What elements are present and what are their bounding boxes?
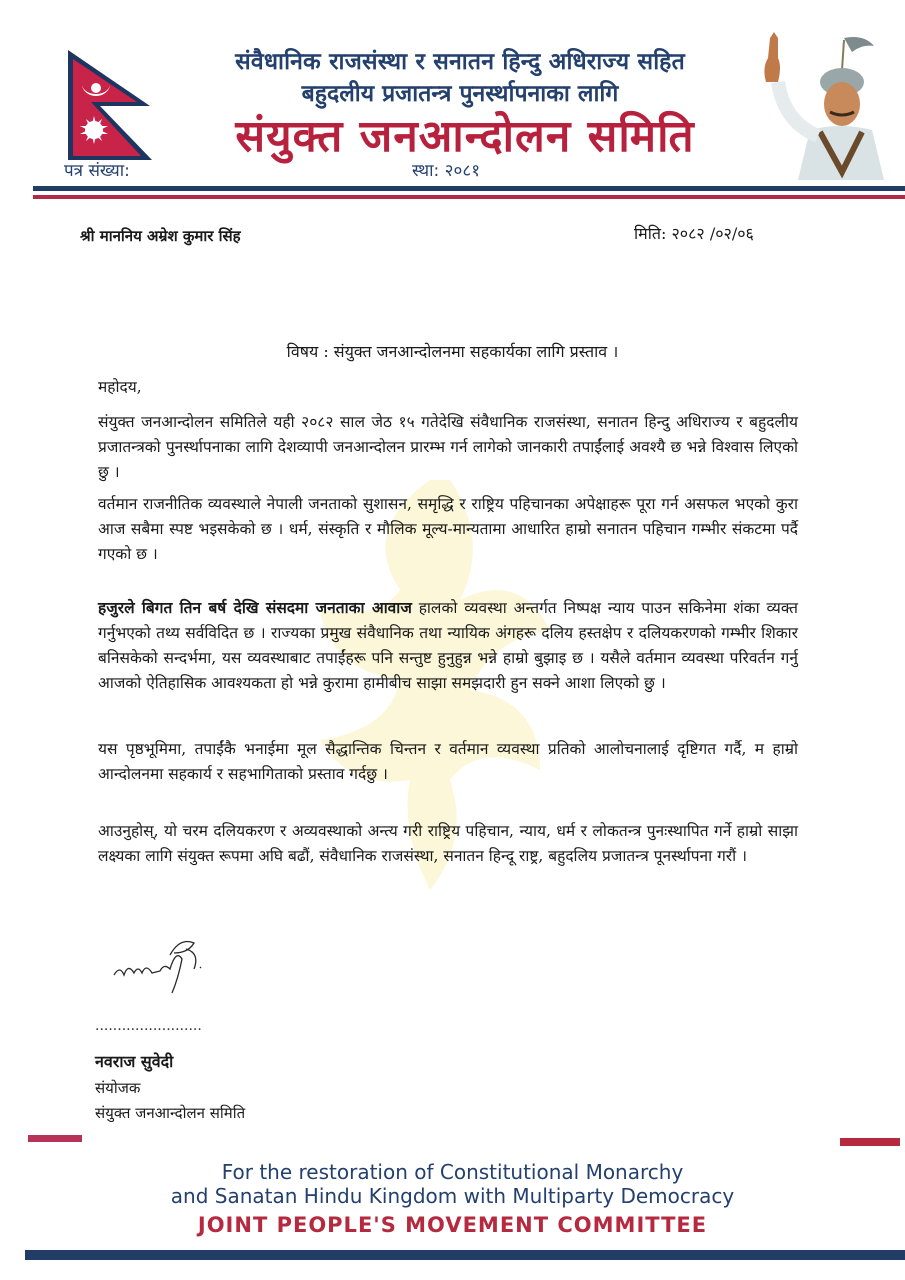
letterhead-line1: संवैधानिक राजसंस्था र सनातन हिन्दु अधिराज्य सहित [235, 49, 685, 75]
king-portrait-image [748, 30, 898, 180]
footer-organization-title: JOINT PEOPLE'S MOVEMENT COMMITTEE [197, 1213, 708, 1237]
body-paragraph-4: यस पृष्ठभूमिमा, तपाईंकै भनाईमा मूल सैद्धान्तिक चिन्तन र वर्तमान व्यवस्था प्रतिको आलोचनालाई दृष्टिगत गर्दै, म हाम्रो आन्दोलनमा सहकार्य र सहभागिताको प्रस्ताव गर्दछु । [98, 740, 798, 783]
recipient-name: श्री माननिय अम्रेश कुमार सिंह [80, 227, 241, 245]
body-paragraph-2: वर्तमान राजनीतिक व्यवस्थाले नेपाली जनताको सुशासन, समृद्धि र राष्ट्रिय पहिचानका अपेक्षाहरू पूरा गर्न असफल भएको कुरा आज सबैमा स्पष्ट भइसकेको छ । धर्म, संस्कृति र मौलिक मूल्य-मान्यतामा आधारित हाम्रो सनातन पहिचान गम्भीर संकटमा पर्दै गएको छ । [98, 495, 798, 563]
body-paragraph-5: आउनुहोस्, यो चरम दलियकरण र अव्यवस्थाको अन्त्य गरी राष्ट्रिय पहिचान, न्याय, धर्म र लोकतन्त्र पुनःस्थापित गर्ने हाम्रो साझा लक्ष्यका लागि संयुक्त रूपमा अघि बढौं, संवैधानिक राजसंस्था, सनातन हिन्दू राष्ट्र, बहुदलिय प्रजातन्त्र पूनर्स्थापना गरौं । [98, 822, 798, 865]
organization-title: संयुक्त जनआन्दोलन समिति [235, 111, 695, 162]
handwritten-signature [110, 935, 250, 995]
paragraph-bold-lead: हजुरले बिगत तिन बर्ष देखि संसदमा जनताका आवाज [98, 598, 412, 617]
reference-number-label: पत्र संख्या: [64, 161, 130, 181]
footer-accent-right [840, 1138, 900, 1146]
nepal-flag-icon [64, 48, 156, 164]
signatory-role: संयोजक [95, 1079, 141, 1097]
signatory-organization: संयुक्त जनआन्दोलन समिति [95, 1104, 246, 1122]
salutation: महोदय, [98, 378, 142, 396]
body-paragraph-3 [98, 595, 798, 696]
signatory-name: नवराज सुवेदी [95, 1052, 174, 1071]
header-divider-blue [33, 186, 905, 191]
header-divider-red [33, 195, 905, 199]
letter-date: मिति: २०८२ /०२/०६ [634, 224, 754, 243]
signature-line: ........................ [95, 1018, 202, 1034]
letterhead-line2: बहुदलीय प्रजातन्त्र पुनर्स्थापनाका लागि [301, 81, 619, 107]
body-paragraph-1: संयुक्त जनआन्दोलन समितिले यही २०८२ साल जेठ १५ गतेदेखि संवैधानिक राजसंस्था, सनातन हिन्दु अधिराज्य र बहुदलीय प्रजातन्त्रको पुनर्स्थापनाका लागि देशव्यापी जनआन्दोलन प्रारम्भ गर्न लागेको जानकारी तपाईंलाई अवश्यै छ भन्ने विश्वास लिएको छु । [98, 413, 798, 481]
letter-subject: विषय : संयुक्त जनआन्दोलनमा सहकार्यका लागि प्रस्ताव । [286, 342, 619, 361]
footer-accent-left [28, 1135, 82, 1142]
footer-divider [25, 1250, 905, 1260]
established-year: स्था: २०८१ [412, 161, 481, 181]
paragraph-rest: हालको व्यवस्था अन्तर्गत निष्पक्ष न्याय पाउन सकिनेमा शंका व्यक्त गर्नुभएको तथ्य सर्वविदित छ । राज्यका प्रमुख संवैधानिक तथा न्यायिक अंगहरू दलिय हस्तक्षेप र दलियकरणको गम्भीर शिकार बनिसकेको सन्दर्भमा, यस व्यवस्थाबाट तपाईंहरू पनि सन्तुष्ट हुनुहुन्न भन्ने हाम्रो बुझाइ छ । यसैले वर्तमान व्यवस्था परिवर्तन गर्नु आजको ऐतिहासिक आवश्यकता हो भन्ने कुरामा हामीबीच साझा समझदारी हुन सक्ने आशा लिएको छु । [98, 599, 798, 692]
footer-tagline-1: For the restoration of Constitutional Monarchy [221, 1160, 684, 1184]
footer-tagline-2: and Sanatan Hindu Kingdom with Multiparty Democracy [170, 1184, 735, 1208]
